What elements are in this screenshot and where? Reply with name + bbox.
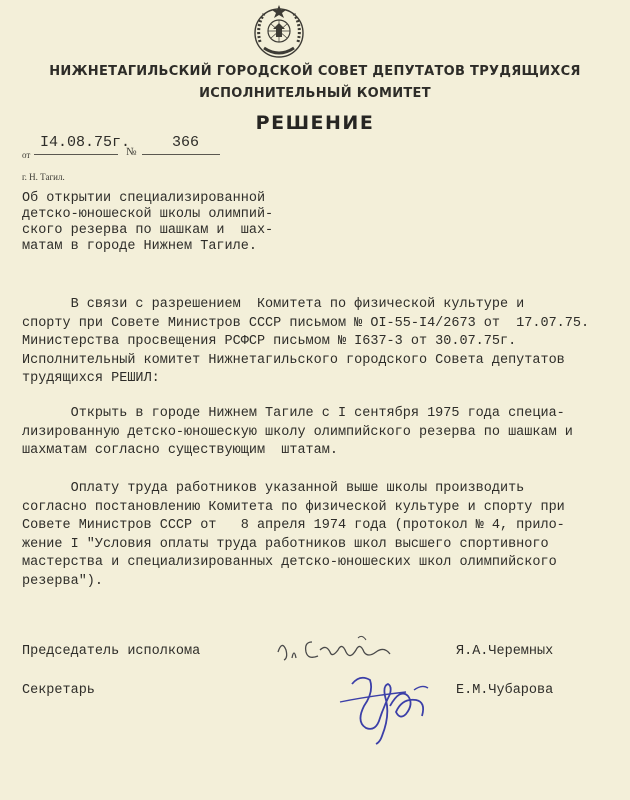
decision-subject: Об открытии специализированной детско-юношеской школы олимпий- ского резерва по шашкам и шах- матам в городе Нижнем Тагиле. <box>22 191 274 254</box>
secretary-name: Е.М.Чубарова <box>456 683 554 698</box>
number-underline <box>142 154 220 155</box>
city-label: г. Н. Тагил. <box>22 172 65 182</box>
number-label: № <box>126 146 137 158</box>
date-underline <box>34 154 118 155</box>
chairman-role: Председатель исполкома <box>22 644 201 659</box>
paragraph-payment: Оплату труда работников указанной выше школы производить согласно постановлению Комитета по физической культуре и спорту при Совете Министров СССР от 8 апреля 1974 года (протокол № 4, прило- жение I "Условия оплаты труда работников школ высшего спортивного мастерства и специализированных детско-юношеских школ олимпийского резерва"). <box>22 481 565 589</box>
secretary-signature-icon <box>330 666 440 746</box>
secretary-role: Секретарь <box>22 683 95 698</box>
paragraph-open-school: Открыть в городе Нижнем Тагиле с I сентября 1975 года специа- лизированную детско-юношескую школу олимпийского резерва по шашкам и шахматам согласно существующим штатам. <box>22 406 573 458</box>
organization-name: НИЖНЕТАГИЛЬСКИЙ ГОРОДСКОЙ СОВЕТ ДЕПУТАТОВ ТРУДЯЩИХСЯ <box>49 64 581 79</box>
chairman-name: Я.А.Черемных <box>456 644 554 659</box>
date-label: от <box>22 150 31 160</box>
chairman-signature-icon <box>272 628 422 668</box>
decision-date: I4.08.75г. <box>40 134 131 151</box>
document-title: РЕШЕНИЕ <box>255 112 375 134</box>
state-emblem-icon <box>252 4 306 60</box>
committee-name: ИСПОЛНИТЕЛЬНЫЙ КОМИТЕТ <box>199 86 431 101</box>
decision-number: 366 <box>172 134 200 151</box>
paragraph-preamble: В связи с разрешением Комитета по физической культуре и спорту при Совете Министров СССР письмом № OI-55-I4/2673 от 17.07.75. Министерства просвещения РСФСР письмом № I637-3 от 30.07.75г. Исполнительный комитет Нижнетагильского городского Совета депутатов трудящихся РЕШИЛ: <box>22 297 590 386</box>
